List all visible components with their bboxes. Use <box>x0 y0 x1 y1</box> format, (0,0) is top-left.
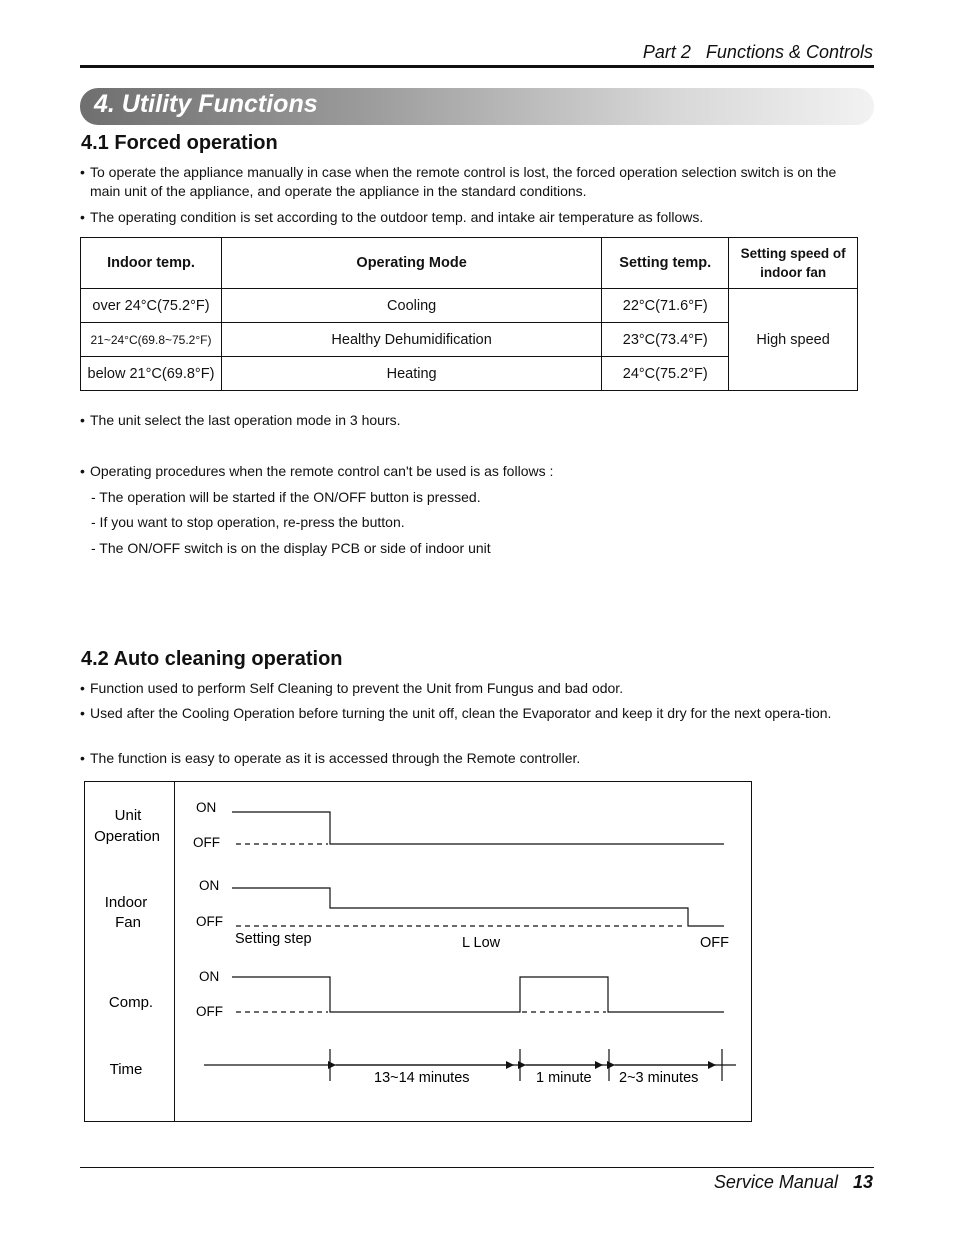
forced-note: • The unit select the last operation mode in 3 hours. <box>80 412 401 428</box>
forced-bullet-2: • The operating condition is set according to the outdoor temp. and intake air temperature as follows. <box>80 209 704 225</box>
fan-setting-step-label: Setting step <box>235 931 312 947</box>
cell-mode: Heating <box>221 357 601 391</box>
label-time: Time <box>109 1061 143 1078</box>
unit-operation-signal <box>232 812 724 844</box>
header-fan-speed: Setting speed of indoor fan <box>729 238 858 289</box>
header-section: Functions & Controls <box>705 42 873 62</box>
fan-off-label: OFF <box>700 935 729 951</box>
operating-condition-table <box>80 237 858 391</box>
forced-heading: 4.1 Forced operation <box>81 132 278 154</box>
cell-indoor-temp: 21~24°C(69.8~75.2°F) <box>81 323 222 357</box>
duration-1-minute: 1 minute <box>536 1070 592 1086</box>
procedure-step-2: - If you want to stop operation, re-press the button. <box>91 514 405 530</box>
duration-13-14-minutes: 13~14 minutes <box>374 1070 470 1086</box>
off-label-unit: OFF <box>193 835 220 850</box>
duration-2-3-minutes: 2~3 minutes <box>619 1070 699 1086</box>
auto-bullet-3: • The function is easy to operate as it is accessed through the Remote controller. <box>80 750 581 766</box>
page-footer <box>714 1172 873 1193</box>
auto-bullet-1: • Function used to perform Self Cleaning to prevent the Unit from Fungus and bad odor. <box>80 680 624 696</box>
page-number: 13 <box>852 1172 873 1192</box>
on-label-comp: ON <box>199 969 220 984</box>
procedures-intro: • Operating procedures when the remote control can't be used is as follows : <box>80 463 554 479</box>
procedure-step-1: - The operation will be started if the ON/OFF button is pressed. <box>91 489 481 505</box>
label-comp: Comp. <box>108 994 154 1011</box>
off-label-comp: OFF <box>196 1004 223 1019</box>
header-operating-mode: Operating Mode <box>221 238 601 289</box>
compressor-signal <box>232 977 724 1012</box>
header-indoor-temp: Indoor temp. <box>81 238 222 289</box>
table-header-row <box>81 238 858 289</box>
forced-bullet-1: • To operate the appliance manually in case when the remote control is lost, the forced operation selection switch is on the main unit of the appliance, and operate the appliance in the standard conditions. <box>80 164 837 199</box>
on-label-fan: ON <box>199 878 220 893</box>
cell-mode: Healthy Dehumidification <box>221 323 601 357</box>
auto-heading: 4.2 Auto cleaning operation <box>81 648 343 670</box>
cell-indoor-temp: below 21°C(69.8°F) <box>81 357 222 391</box>
auto-cleaning-timing-diagram <box>84 781 752 1123</box>
indoor-fan-signal <box>232 888 724 926</box>
label-indoor: Indoor <box>104 894 148 911</box>
on-label-unit: ON <box>196 800 217 815</box>
off-label-fan: OFF <box>196 914 223 929</box>
fan-low-label: L Low <box>462 935 501 951</box>
cell-fan-speed: High speed <box>729 289 858 391</box>
footer-manual: Service Manual <box>713 1172 838 1192</box>
section-title: 4. Utility Functions <box>94 90 318 118</box>
cell-setting-temp: 24°C(75.2°F) <box>602 357 729 391</box>
header-setting-temp: Setting temp. <box>602 238 729 289</box>
header-part: Part 2 <box>642 42 691 62</box>
header-rule <box>80 65 874 68</box>
cell-setting-temp: 23°C(73.4°F) <box>602 323 729 357</box>
cell-setting-temp: 22°C(71.6°F) <box>602 289 729 323</box>
page-header <box>643 42 873 63</box>
cell-mode: Cooling <box>221 289 601 323</box>
auto-bullet-2: • Used after the Cooling Operation before turning the unit off, clean the Evaporator and keep it dry for the next opera-tion. <box>80 705 832 721</box>
cell-indoor-temp: over 24°C(75.2°F) <box>81 289 222 323</box>
procedure-step-3: - The ON/OFF switch is on the display PCB or side of indoor unit <box>91 540 491 556</box>
label-operation: Operation <box>94 828 160 845</box>
footer-rule <box>80 1167 874 1168</box>
label-unit: Unit <box>114 807 142 824</box>
label-fan: Fan <box>115 914 141 931</box>
table-row <box>81 289 858 323</box>
